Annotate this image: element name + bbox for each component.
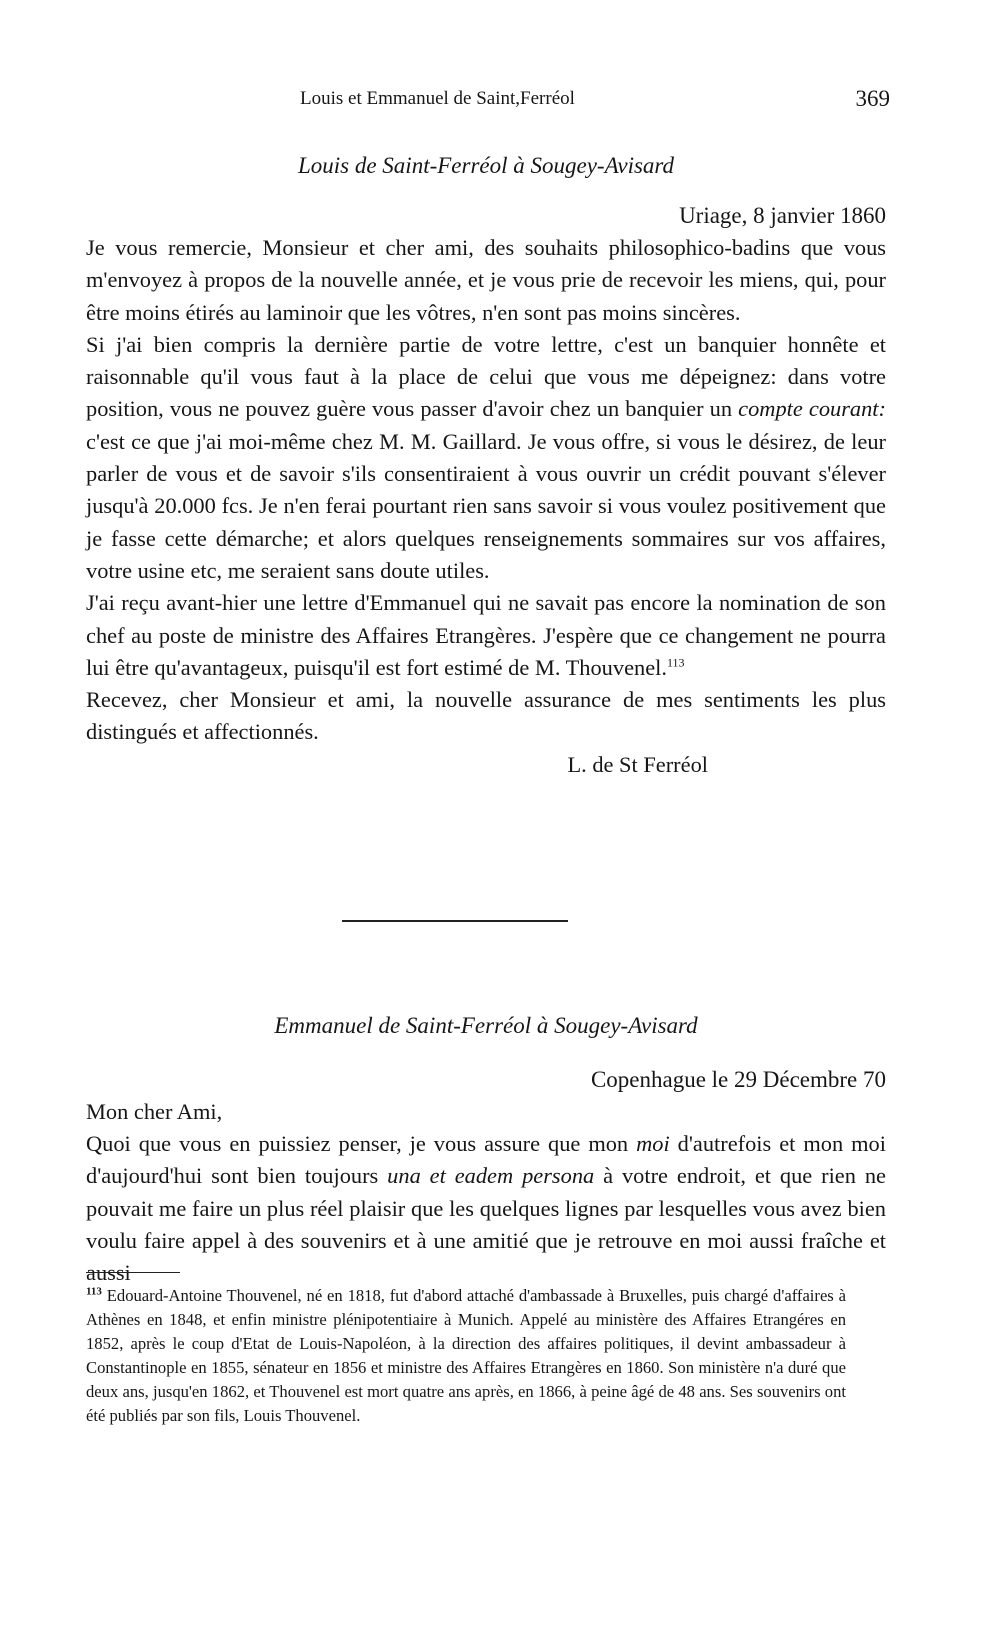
letter-2 (86, 1010, 886, 1289)
running-head-title: Louis et Emmanuel de Saint,Ferréol (300, 88, 575, 109)
footnote-rule (86, 1272, 180, 1273)
letter-1 (86, 150, 886, 781)
letter-2-salutation: Mon cher Ami, (86, 1099, 223, 1124)
letter-2-paragraph-1 (86, 1128, 886, 1289)
letter-2-italic-2: una et eadem persona (387, 1163, 595, 1189)
footnote-number: 113 (86, 1285, 102, 1298)
running-head (300, 88, 890, 118)
letter-1-place-date: Uriage, 8 janvier 1860 (679, 203, 886, 228)
letter-2-text-b: d'autrefois et mon moi d'aujourd'hui sont bien toujours (86, 1131, 886, 1189)
letter-1-paragraph-4: Recevez, cher Monsieur et ami, la nouvelle assurance de mes sentiments les plus distingués et affectionnés. (86, 687, 886, 745)
letter-2-heading: Emmanuel de Saint-Ferréol à Sougey-Avisard (274, 1013, 698, 1038)
letter-2-italic-1: moi (636, 1131, 670, 1156)
letter-1-paragraph-1: Je vous remercie, Monsieur et cher ami, des souhaits philosophico-badins que vous m'envoyez à propos de la nouvelle année, et je vous prie de recevoir les miens, qui, pour être moins étirés au laminoir que les vôtres, n'en sont pas moins sincères. (86, 235, 886, 325)
letter-1-heading: Louis de Saint-Ferréol à Sougey-Avisard (297, 153, 675, 178)
letter-1-signature: L. de St Ferréol (567, 751, 708, 777)
page-number: 369 (855, 86, 890, 111)
letter-1-paragraph-2 (86, 329, 886, 587)
footnote (86, 1284, 846, 1428)
paragraph-2-italic: compte courant: (738, 396, 886, 422)
letter-2-place-date: Copenhague le 29 Décembre 70 (590, 1067, 886, 1092)
paragraph-2-text-b: c'est ce que j'ai moi-même chez M. M. Gaillard. Je vous offre, si vous le désirez, de leur parler de vous et de savoir s'ils consentiraient à vous ouvrir un crédit pouvant s'élever jusqu'à 20.000 fcs. Je n'en ferai pourtant rien sans savoir si vous voulez positivement que je fasse cette démarche; et alors quelques renseignements sommaires sur vos affaires, votre usine etc, me seraient sans doute utiles. (86, 428, 886, 583)
footnote-reference[interactable]: 113 (666, 655, 685, 670)
section-separator (342, 920, 568, 922)
letter-2-text-a: Quoi que vous en puissiez penser, je vous assure que mon (86, 1131, 637, 1156)
paragraph-2-text-a: Si j'ai bien compris la dernière partie de votre lettre, c'est un banquier honnête et raisonnable qu'il vous faut à la place de celui que vous me dépeignez: dans votre position, vous ne pouvez guère vous passer d'avoir chez un banquier un (86, 331, 886, 422)
paragraph-3-text: J'ai reçu avant-hier une lettre d'Emmanuel qui ne savait pas encore la nomination de son chef au poste de ministre des Affaires Etrangères. J'espère que ce changement ne pourra lui être qu'avantageux, puisqu'il est fort estimé de M. Thouvenel. (86, 590, 886, 680)
letter-1-paragraph-3 (86, 587, 886, 684)
letter-2-text-c: à votre endroit, et que rien ne pouvait me faire un plus réel plaisir que les quelques lignes par lesquelles vous avez bien voulu faire appel à des souvenirs et à une amitié que je retrouve en moi aussi fraîche et aussi (86, 1163, 886, 1286)
footnote-text: Edouard-Antoine Thouvenel, né en 1818, fut d'abord attaché d'ambassade à Bruxelles, puis chargé d'affaires à Athènes en 1848, et enfin ministre plénipotentiaire à Munich. Appelé au ministère des Affaires Etrangéres en 1852, après le coup d'Etat de Louis-Napoléon, à la direction des affaires politiques, il devint ambassadeur à Constantinople en 1855, sénateur en 1856 et ministre des Affaires Etrangères en 1860. Son ministère n'a duré que deux ans, jusqu'en 1862, et Thouvenel est mort quatre ans après, en 1866, à peine âgé de 48 ans. Ses souvenirs ont été publiés par son fils, Louis Thouvenel. (86, 1286, 846, 1425)
